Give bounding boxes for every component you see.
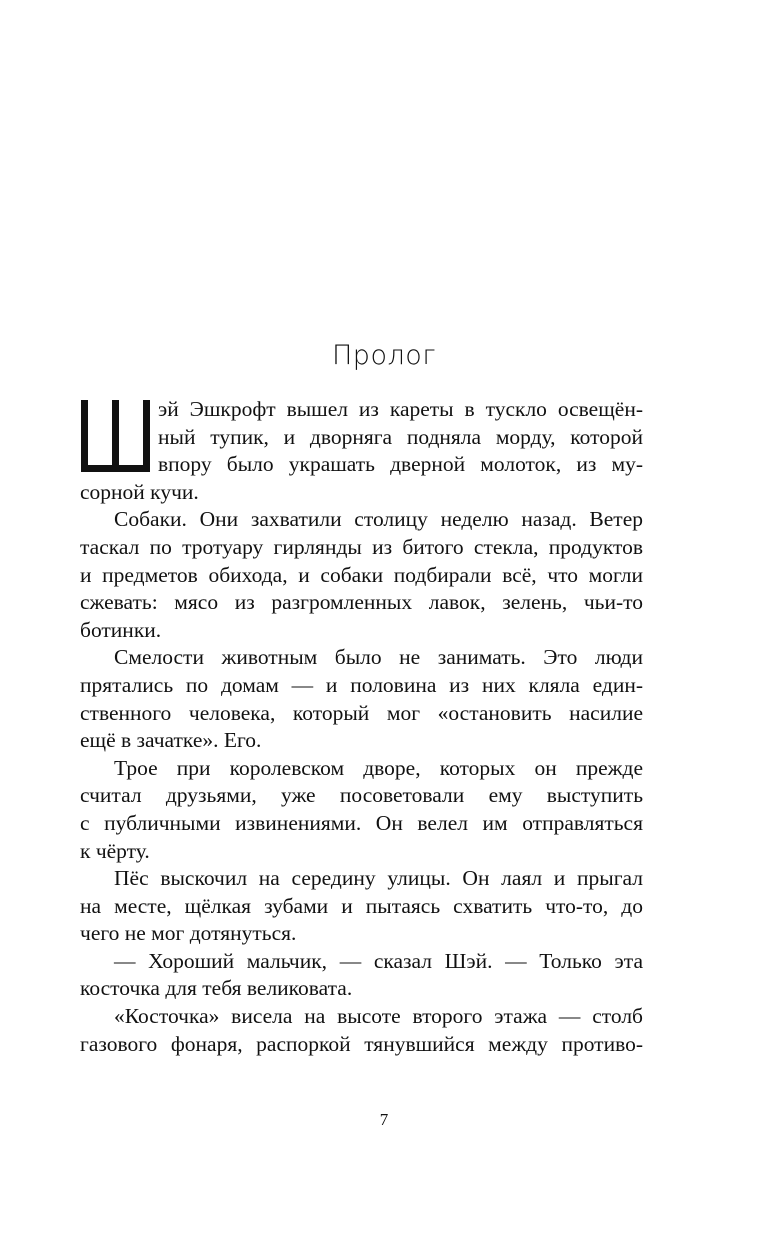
paragraph-line: на месте, щёлкая зубами и пытаясь схватить что-то, до [80,893,643,918]
paragraph-line: ный тупик, и дворняга подняла морду, которой [158,424,643,449]
drop-cap [80,398,152,474]
paragraph-line: Смелости животным было не занимать. Это люди [114,645,643,670]
paragraph-line: эй Эшкрофт вышел из кареты в тускло освещён- [158,397,643,421]
paragraph-line: Пёс выскочил на середину улицы. Он лаял и прыгал [114,866,643,891]
paragraph-line: ботинки. [80,617,162,642]
paragraph-line: и предметов обихода, и собаки подбирали всё, что могли [80,562,643,587]
paragraph-line: «Косточка» висела на высоте второго этажа — столб [114,1004,643,1029]
paragraph-line: — Хороший мальчик, — сказал Шэй. — Только эта [114,948,643,973]
paragraph-line: к чёрту. [80,838,150,863]
paragraph-line: таскал по тротуару гирлянды из битого стекла, продуктов [80,534,643,559]
paragraph-line: с публичными извинениями. Он велел им отправляться [80,810,643,835]
chapter-body [80,396,643,1058]
paragraph-line: ещё в зачатке». Его. [80,728,262,753]
paragraph-line: Собаки. Они захватили столицу неделю назад. Ветер [114,507,643,532]
paragraph-line: прятались по домам — и половина из них кляла един- [80,672,643,697]
page-number: 7 [379,1110,389,1129]
paragraph-line: сжевать: мясо из разгромленных лавок, зелень, чьи-то [80,590,643,615]
paragraph-line: косточка для тебя великовата. [80,976,353,1001]
chapter-title: Пролог [332,340,436,371]
paragraph-line: газового фонаря, распоркой тянувшийся между противо- [80,1031,643,1056]
paragraph-line: считал друзьями, уже посоветовали ему выступить [80,783,643,808]
paragraph-line: сорной кучи. [80,479,199,504]
paragraph-line: впору было украшать дверной молоток, из му- [158,452,643,477]
paragraph-line: чего не мог дотянуться. [80,921,297,946]
paragraph-line: Трое при королевском дворе, которых он прежде [114,755,643,780]
paragraph-line: ственного человека, который мог «остановить насилие [80,700,643,725]
